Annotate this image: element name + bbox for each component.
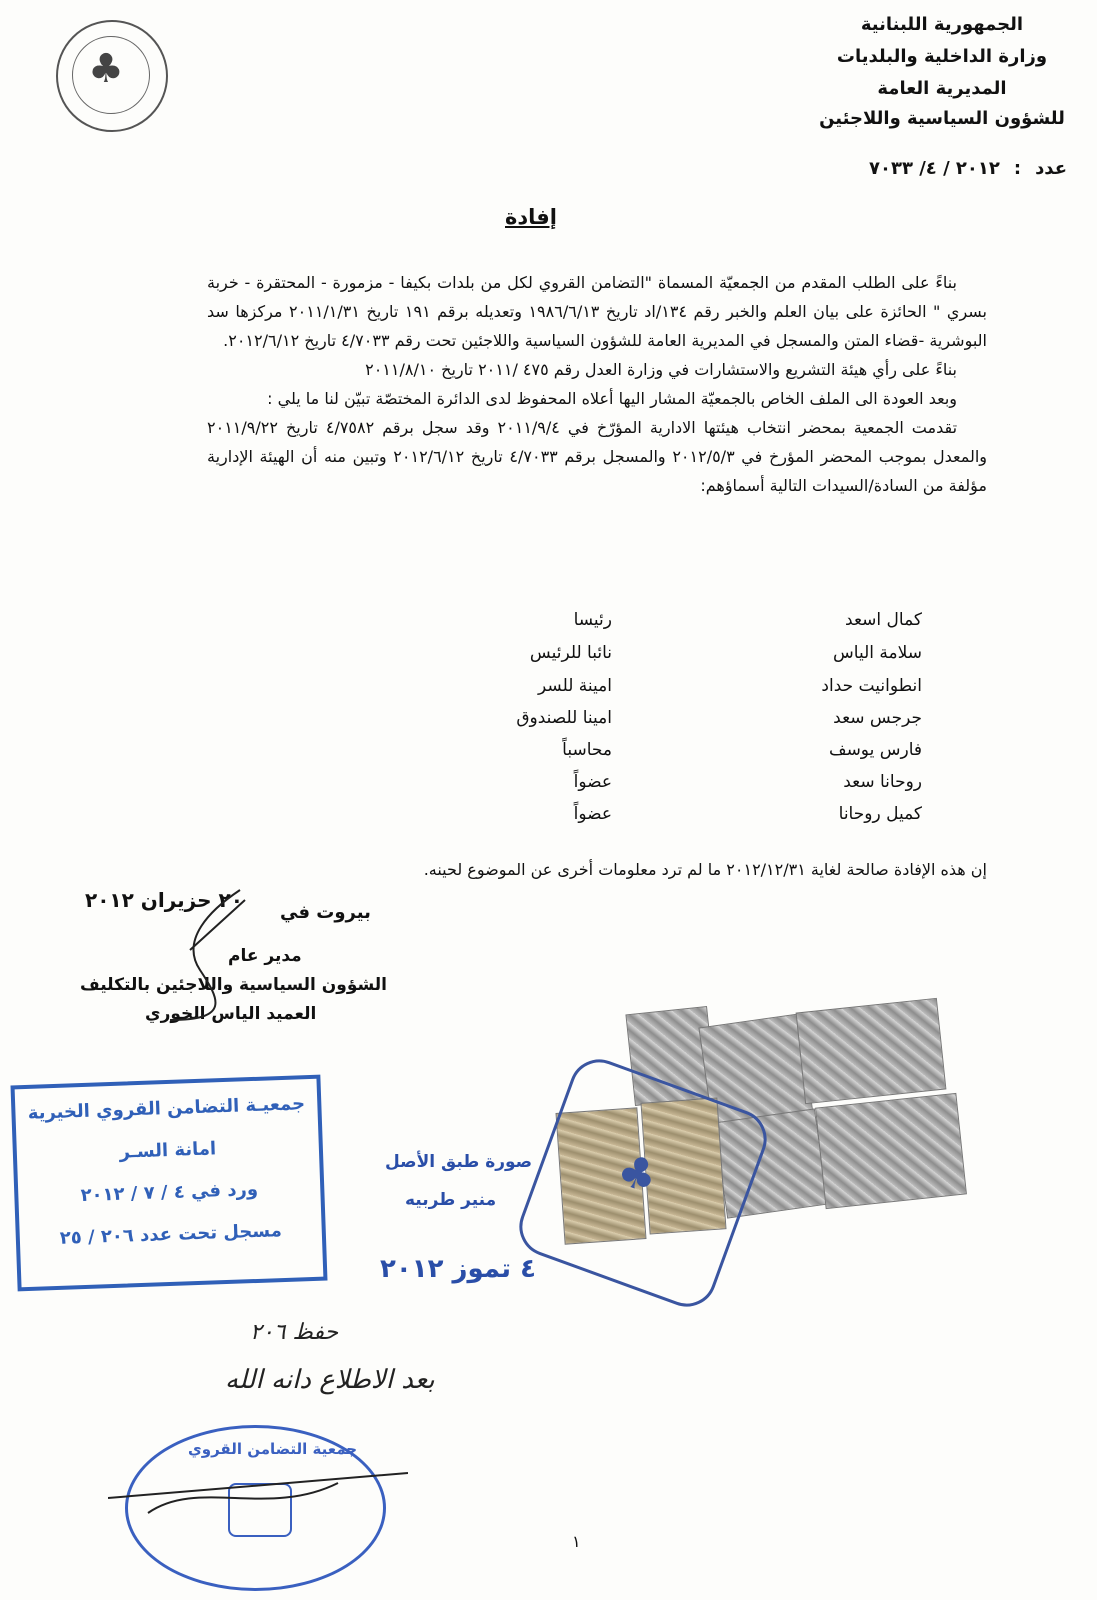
- certified-copy-date: ٤ تموز ٢٠١٢: [380, 1254, 536, 1284]
- member-role: نائبا للرئيس: [529, 643, 612, 663]
- reference-number: عدد : ٢٠١٢ / ٤/ ٧٠٣٣: [869, 158, 1067, 179]
- member-name: روحانا سعد: [843, 772, 922, 792]
- round-stamp-text: جمعية التضامن القروي: [188, 1440, 358, 1458]
- member-role: امينة للسر: [538, 676, 612, 696]
- member-name: سلامة الياس: [833, 643, 922, 663]
- member-name: فارس يوسف: [828, 740, 922, 760]
- paragraph-2: بناءً على رأي هيئة التشريع والاستشارات في وزارة العدل رقم ٤٧٥ /٢٠١١ تاريخ ٢٠١١/٨/١٠: [365, 360, 957, 379]
- validity-statement: إن هذه الإفادة صالحة لغاية ٢٠١٢/١٢/٣١ ما لم ترد معلومات أخرى عن الموضوع لحينه.: [423, 860, 987, 879]
- member-name: كمال اسعد: [845, 610, 922, 630]
- cedar-icon: ♣: [610, 1143, 665, 1205]
- association-receipt-stamp: [10, 1075, 327, 1292]
- association-round-stamp: [125, 1425, 386, 1591]
- member-row: [402, 708, 922, 728]
- stamp-received-date: ورد في ٤ / ٧ / ٢٠١٢: [80, 1178, 259, 1207]
- signature-department: الشؤون السياسية واللاجئين بالتكليف: [80, 975, 388, 995]
- fiscal-stamp-3: [796, 998, 947, 1104]
- reference-value: ٢٠١٢ / ٤/ ٧٠٣٣: [869, 158, 1000, 179]
- director-signature-icon: [150, 880, 260, 1030]
- page-number: ١: [572, 1532, 581, 1551]
- member-role: محاسباً: [562, 740, 612, 760]
- header-country: الجمهورية اللبنانية: [860, 14, 1024, 35]
- signature-title: مدير عام: [228, 946, 302, 966]
- member-row: [402, 676, 922, 696]
- ministry-seal: [56, 20, 168, 132]
- member-row: [402, 740, 922, 760]
- reference-label: عدد: [1035, 158, 1067, 179]
- member-role: عضواً: [573, 804, 612, 824]
- stamp-secretariat: امانة السـر: [119, 1138, 217, 1163]
- paragraph-3: وبعد العودة الى الملف الخاص بالجمعيّة المشار اليها أعلاه المحفوظ لدى الدائرة المختصّة تبيّن لنا ما يلي :: [267, 389, 957, 408]
- document-title: إفادة: [505, 205, 558, 229]
- signature-stroke-icon: [108, 1458, 408, 1518]
- handwritten-archive-note: حفظ ٢٠٦: [250, 1320, 339, 1345]
- header-directorate: المديرية العامة: [877, 78, 1007, 99]
- stamp-registry-number: مسجل تحت عدد ٢٠٦ / ٢٥: [59, 1220, 283, 1249]
- handwritten-review-note: بعد الاطلاع دانه الله: [225, 1365, 435, 1395]
- signature-date: ٢٠ حزيران ٢٠١٢: [85, 888, 243, 912]
- certifier-name: منير طربيه: [405, 1190, 497, 1210]
- header-ministry: وزارة الداخلية والبلديات: [836, 46, 1048, 67]
- cedar-icon: ♣: [88, 46, 124, 92]
- member-row: [402, 804, 922, 824]
- stamp-association-name: جمعيـة التضامن القروي الخيرية: [27, 1093, 306, 1124]
- member-name: كميل روحانا: [838, 804, 922, 824]
- body-text: [207, 268, 987, 500]
- signature-name: العميد الياس الخوري: [145, 1004, 317, 1024]
- paragraph-1: بناءً على الطلب المقدم من الجمعيّة المسماة "التضامن القروي لكل من بلدات بكيفا - مزمورة - المحتقرة - خربة بسري " الحائزة على بيان العلم والخبر رقم ١٣٤/اد تاريخ ١٩٨٦/٦/١٣ وتعديله برقم ١٩١ تاريخ ٢٠١١/١/٣١ مركزها سد البوشرية -قضاء المتن والمسجل في المديرية العامة للشؤون السياسية واللاجئين تحت رقم ٤/٧٠٣٣ تاريخ ٢٠١٢/٦/١٢.: [207, 273, 988, 350]
- member-name: جرجس سعد: [833, 708, 922, 728]
- member-row: [402, 772, 922, 792]
- fiscal-stamp-5: [815, 1093, 967, 1209]
- member-role: عضواً: [573, 772, 612, 792]
- member-role: امينا للصندوق: [516, 708, 612, 728]
- member-row: [402, 610, 922, 630]
- signature-place: بيروت في: [280, 902, 371, 923]
- member-name: انطوانيت حداد: [821, 676, 922, 696]
- certified-copy-label: صورة طبق الأصل: [385, 1152, 533, 1172]
- member-row: [402, 643, 922, 663]
- header-department: للشؤون السياسية واللاجئين: [819, 108, 1065, 129]
- paragraph-4: تقدمت الجمعية بمحضر انتخاب هيئتها الادارية المؤرّخ في ٢٠١١/٩/٤ وقد سجل برقم ٤/٧٥٨٢ تاريخ ٢٠١١/٩/٢٢ والمعدل بموجب المحضر المؤرخ في ٢٠١٢/٥/٣ والمسجل برقم ٤/٧٠٣٣ تاريخ ٢٠١٢/٦/١٢ وتبين منه أن الهيئة الإدارية مؤلفة من السادة/السيدات التالية أسماؤهم:: [207, 418, 988, 495]
- member-role: رئيسا: [573, 610, 612, 630]
